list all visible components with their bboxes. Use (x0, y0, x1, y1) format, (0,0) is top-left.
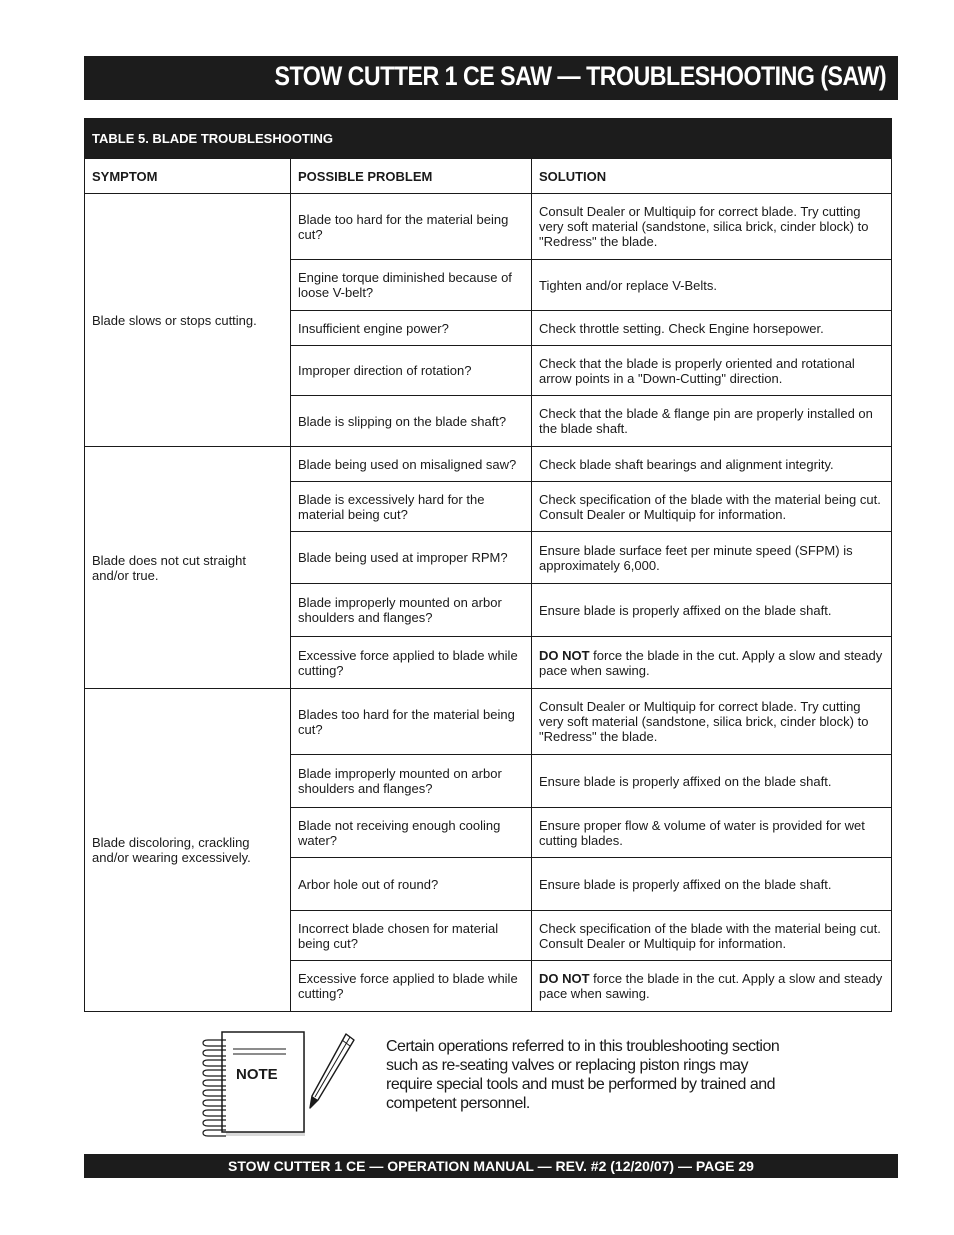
possible-problem-cell: Blade being used at improper RPM? (291, 532, 532, 584)
solution-cell: Ensure blade surface feet per minute speed (SFPM) is approximately 6,000. (532, 532, 892, 584)
solution-emphasis: DO NOT (539, 971, 590, 986)
possible-problem-cell: Blade is slipping on the blade shaft? (291, 396, 532, 447)
solution-cell: Check that the blade is properly oriented and rotational arrow points in a "Down-Cutting" direction. (532, 346, 892, 396)
solution-cell: Consult Dealer or Multiquip for correct blade. Try cutting very soft material (sandstone, silica brick, cinder block) to "Redress" the blade. (532, 689, 892, 755)
note-box (200, 1028, 800, 1140)
column-header-symptom: SYMPTOM (85, 159, 291, 194)
table-row (85, 689, 892, 755)
note-text: Certain operations referred to in this troubleshooting section such as re-seating valves or replacing piston rings may require special tools and must be performed by trained and competent personnel. (386, 1038, 780, 1112)
solution-cell: Check specification of the blade with the material being cut. Consult Dealer or Multiquip for information. (532, 911, 892, 961)
table-row (85, 447, 892, 482)
solution-cell: Check blade shaft bearings and alignment integrity. (532, 447, 892, 482)
solution-cell: Ensure blade is properly affixed on the blade shaft. (532, 755, 892, 808)
page-title: STOW CUTTER 1 CE SAW — TROUBLESHOOTING (SAW) (274, 61, 886, 91)
column-header-possible-problem: POSSIBLE PROBLEM (291, 159, 532, 194)
solution-cell (532, 637, 892, 689)
solution-cell (532, 961, 892, 1012)
table-caption: TABLE 5. BLADE TROUBLESHOOTING (85, 119, 892, 159)
possible-problem-cell: Improper direction of rotation? (291, 346, 532, 396)
solution-emphasis: DO NOT (539, 647, 590, 663)
solution-cell: Consult Dealer or Multiquip for correct blade. Try cutting very soft material (sandstone, silica brick, cinder block) to "Redress" the blade. (532, 194, 892, 260)
solution-cell: Check that the blade & flange pin are properly installed on the blade shaft. (532, 396, 892, 447)
symptom-cell: Blade discoloring, crackling and/or wearing excessively. (85, 689, 291, 1012)
solution-cell: Check specification of the blade with the material being cut. Consult Dealer or Multiquip for information. (532, 482, 892, 532)
possible-problem-cell: Engine torque diminished because of loose V-belt? (291, 260, 532, 311)
possible-problem-cell: Blade too hard for the material being cut? (291, 194, 532, 260)
possible-problem-cell: Blade improperly mounted on arbor shoulders and flanges? (291, 584, 532, 637)
page-footer-bar (84, 1154, 898, 1178)
table-header-row (85, 159, 892, 194)
column-header-solution: SOLUTION (532, 159, 892, 194)
possible-problem-cell: Excessive force applied to blade while cutting? (291, 961, 532, 1012)
possible-problem-cell: Insufficient engine power? (291, 311, 532, 346)
table-body (85, 194, 892, 1012)
solution-cell: Ensure proper flow & volume of water is provided for wet cutting blades. (532, 808, 892, 858)
possible-problem-cell: Arbor hole out of round? (291, 858, 532, 911)
possible-problem-cell: Blade being used on misaligned saw? (291, 447, 532, 482)
solution-cell: Tighten and/or replace V-Belts. (532, 260, 892, 311)
pencil-icon (306, 1028, 366, 1118)
symptom-cell: Blade does not cut straight and/or true. (85, 447, 291, 689)
blade-troubleshooting-table (84, 118, 892, 1012)
possible-problem-cell: Incorrect blade chosen for material being cut? (291, 911, 532, 961)
solution-cell: Ensure blade is properly affixed on the blade shaft. (532, 858, 892, 911)
solution-cell: Check throttle setting. Check Engine horsepower. (532, 311, 892, 346)
possible-problem-cell: Blades too hard for the material being cut? (291, 689, 532, 755)
solution-cell: Ensure blade is properly affixed on the blade shaft. (532, 584, 892, 637)
table-caption-row (85, 119, 892, 159)
possible-problem-cell: Blade not receiving enough cooling water? (291, 808, 532, 858)
table-row (85, 194, 892, 260)
solution-text: force the blade in the cut. Apply a slow and steady pace when sawing. (539, 971, 883, 1001)
note-label: NOTE (236, 1066, 278, 1083)
symptom-cell: Blade slows or stops cutting. (85, 194, 291, 447)
possible-problem-cell: Blade is excessively hard for the material being cut? (291, 482, 532, 532)
page-footer-text: STOW CUTTER 1 CE — OPERATION MANUAL — REV. #2 (12/20/07) — PAGE 29 (228, 1158, 754, 1174)
possible-problem-cell: Blade improperly mounted on arbor shoulders and flanges? (291, 755, 532, 808)
possible-problem-cell: Excessive force applied to blade while cutting? (291, 637, 532, 689)
solution-text: force the blade in the cut. Apply a slow and steady pace when sawing. (539, 647, 883, 678)
page-header-bar (84, 56, 898, 100)
